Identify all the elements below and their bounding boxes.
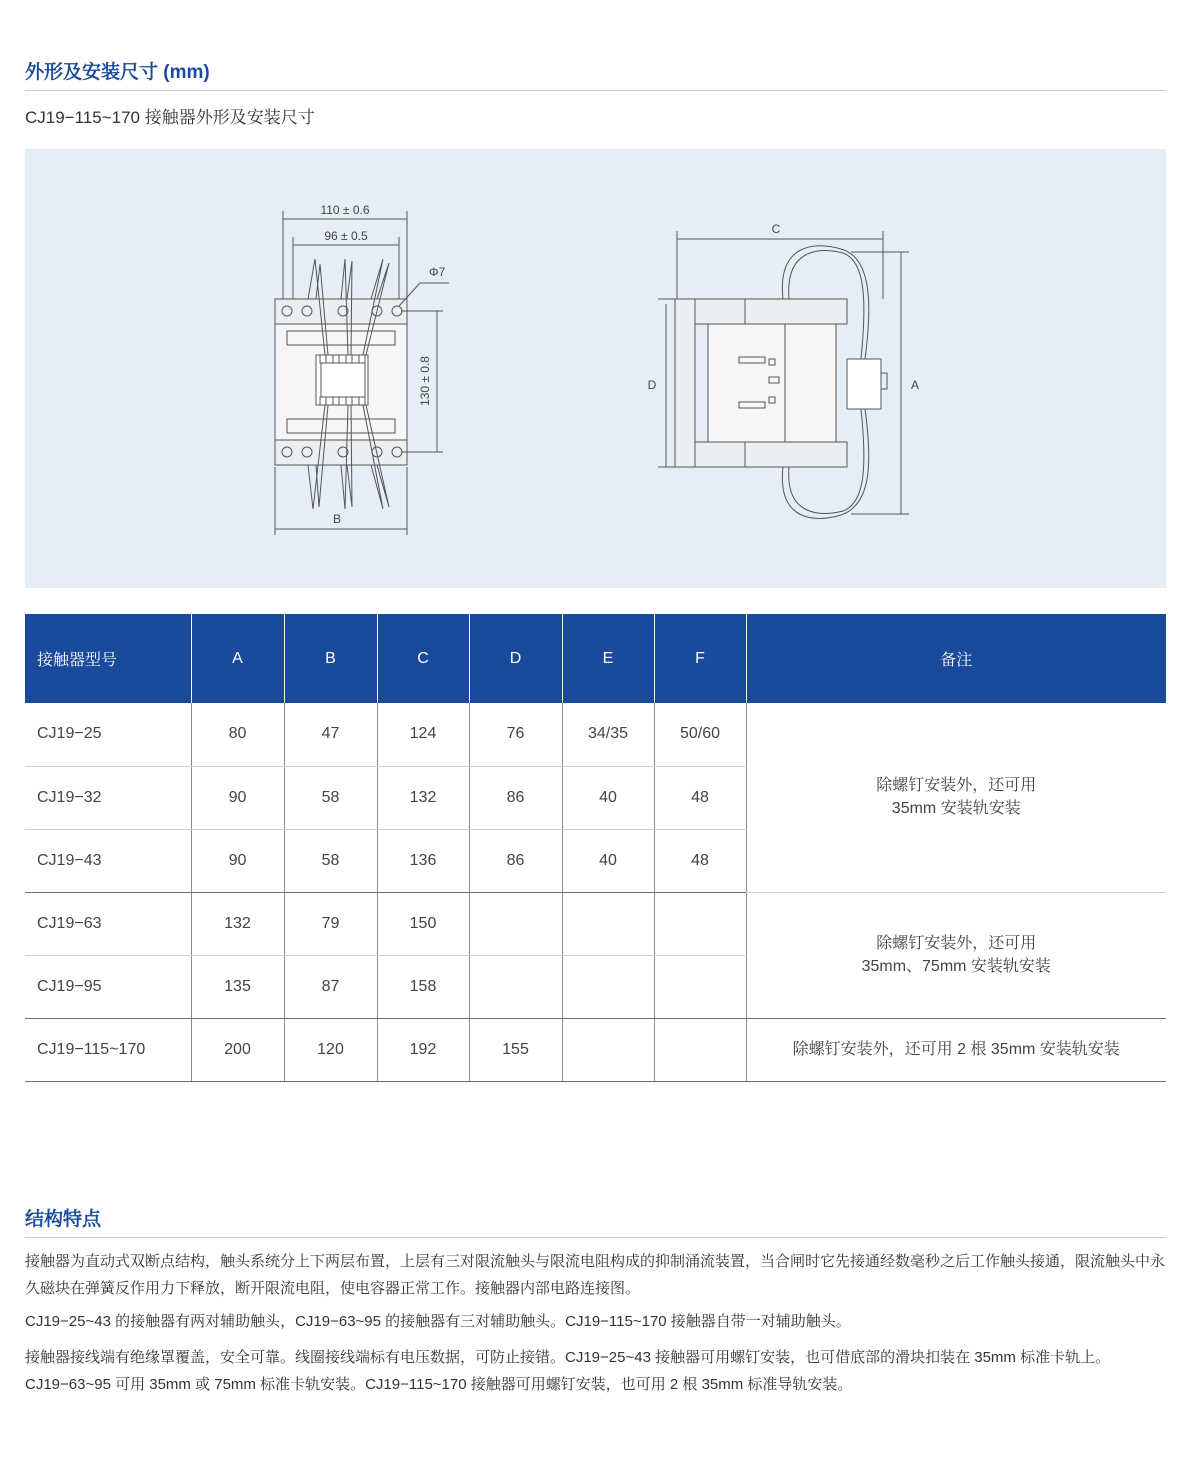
cell-d <box>469 892 562 955</box>
cell-d: 155 <box>469 1018 562 1081</box>
feature-paragraph: CJ19−25~43 的接触器有两对辅助触头，CJ19−63~95 的接触器有三对辅助触头。CJ19−115~170 接触器自带一对辅助触头。 <box>25 1313 851 1330</box>
drawing-subtitle: CJ19−115~170 接触器外形及安装尺寸 <box>25 108 315 127</box>
cell-f: 48 <box>654 829 746 892</box>
dim-d: D <box>647 378 657 392</box>
cell-c: 132 <box>377 766 469 829</box>
cell-c: 150 <box>377 892 469 955</box>
header-f: F <box>654 614 746 703</box>
cell-e: 40 <box>562 829 654 892</box>
cell-f: 48 <box>654 766 746 829</box>
cell-b: 120 <box>284 1018 377 1081</box>
cell-f <box>654 892 746 955</box>
cell-c: 158 <box>377 955 469 1018</box>
cell-model: CJ19−32 <box>25 766 191 829</box>
note-line: 35mm、75mm 安装轨安装 <box>861 958 1051 975</box>
cell-note-group1 <box>746 703 1166 892</box>
cell-e: 40 <box>562 766 654 829</box>
note-line: 除螺钉安装外，还可用 <box>876 777 1037 795</box>
cell-b: 87 <box>284 955 377 1018</box>
section-title-dimensions: 外形及安装尺寸 (mm) <box>25 62 210 83</box>
table-row <box>25 703 1166 766</box>
cell-model: CJ19−43 <box>25 829 191 892</box>
table-header-row <box>25 614 1166 703</box>
cell-f <box>654 1018 746 1081</box>
note-line: 35mm 安装轨安装 <box>891 800 1021 818</box>
cell-a: 90 <box>191 829 284 892</box>
dim-height-mount: 130 ± 0.8 <box>418 356 432 406</box>
cell-note-group3: 除螺钉安装外，还可用 2 根 35mm 安装轨安装 <box>746 1018 1166 1081</box>
cell-model: CJ19−115~170 <box>25 1018 191 1081</box>
cell-e <box>562 892 654 955</box>
cell-a: 132 <box>191 892 284 955</box>
divider <box>25 1237 1166 1238</box>
cell-e <box>562 1018 654 1081</box>
header-model: 接触器型号 <box>25 614 191 703</box>
dim-hole: Φ7 <box>429 265 446 279</box>
cell-c: 136 <box>377 829 469 892</box>
cell-d: 86 <box>469 829 562 892</box>
dimension-drawing <box>25 149 1166 588</box>
table-row <box>25 1018 1166 1081</box>
header-note: 备注 <box>746 614 1166 703</box>
cell-model: CJ19−95 <box>25 955 191 1018</box>
cell-c: 124 <box>377 703 469 766</box>
header-e: E <box>562 614 654 703</box>
cell-b: 79 <box>284 892 377 955</box>
feature-paragraph: 接触器为直动式双断点结构，触头系统分上下两层布置，上层有三对限流触头与限流电阻构成的抑制涌流装置，当合闸时它先接通经数毫秒之后工作触头接通，限流触头中永久磁块在弹簧反作用力下释放，断开限流电阻，使电容器正常工作。接触器内部电路连接图。 <box>25 1253 1166 1297</box>
header-c: C <box>377 614 469 703</box>
dim-a: A <box>911 378 920 392</box>
cell-c: 192 <box>377 1018 469 1081</box>
cell-d: 76 <box>469 703 562 766</box>
dim-width-inner: 96 ± 0.5 <box>324 229 368 243</box>
dimension-table <box>25 614 1166 1082</box>
cell-a: 135 <box>191 955 284 1018</box>
table-row <box>25 892 1166 955</box>
cell-e: 34/35 <box>562 703 654 766</box>
dim-width-outer: 110 ± 0.6 <box>320 203 370 217</box>
cell-f: 50/60 <box>654 703 746 766</box>
cell-b: 58 <box>284 829 377 892</box>
cell-e <box>562 955 654 1018</box>
cell-a: 200 <box>191 1018 284 1081</box>
cell-f <box>654 955 746 1018</box>
cell-d: 86 <box>469 766 562 829</box>
drawing-panel <box>25 149 1166 588</box>
header-d: D <box>469 614 562 703</box>
note-line: 除螺钉安装外，还可用 <box>876 935 1037 952</box>
cell-model: CJ19−63 <box>25 892 191 955</box>
header-a: A <box>191 614 284 703</box>
cell-d <box>469 955 562 1018</box>
cell-model: CJ19−25 <box>25 703 191 766</box>
cell-note-group2 <box>746 892 1166 1018</box>
cell-a: 80 <box>191 703 284 766</box>
header-b: B <box>284 614 377 703</box>
cell-b: 58 <box>284 766 377 829</box>
dim-b: B <box>332 512 342 526</box>
feature-paragraph: 接触器接线端有绝缘罩覆盖，安全可靠。线圈接线端标有电压数据，可防止接错。CJ19−25~43 接触器可用螺钉安装，也可借底部的滑块扣装在 35mm 标准卡轨上。CJ19−63~95 可用 35mm 或 75mm 标准卡轨安装。CJ19−115~170 接触器可用螺钉安装，也可用 2 根 35mm 标准导轨安装。 <box>25 1349 1111 1393</box>
cell-b: 47 <box>284 703 377 766</box>
dim-c: C <box>771 222 781 236</box>
divider <box>25 90 1166 91</box>
cell-a: 90 <box>191 766 284 829</box>
section-title-features: 结构特点 <box>25 1209 102 1230</box>
